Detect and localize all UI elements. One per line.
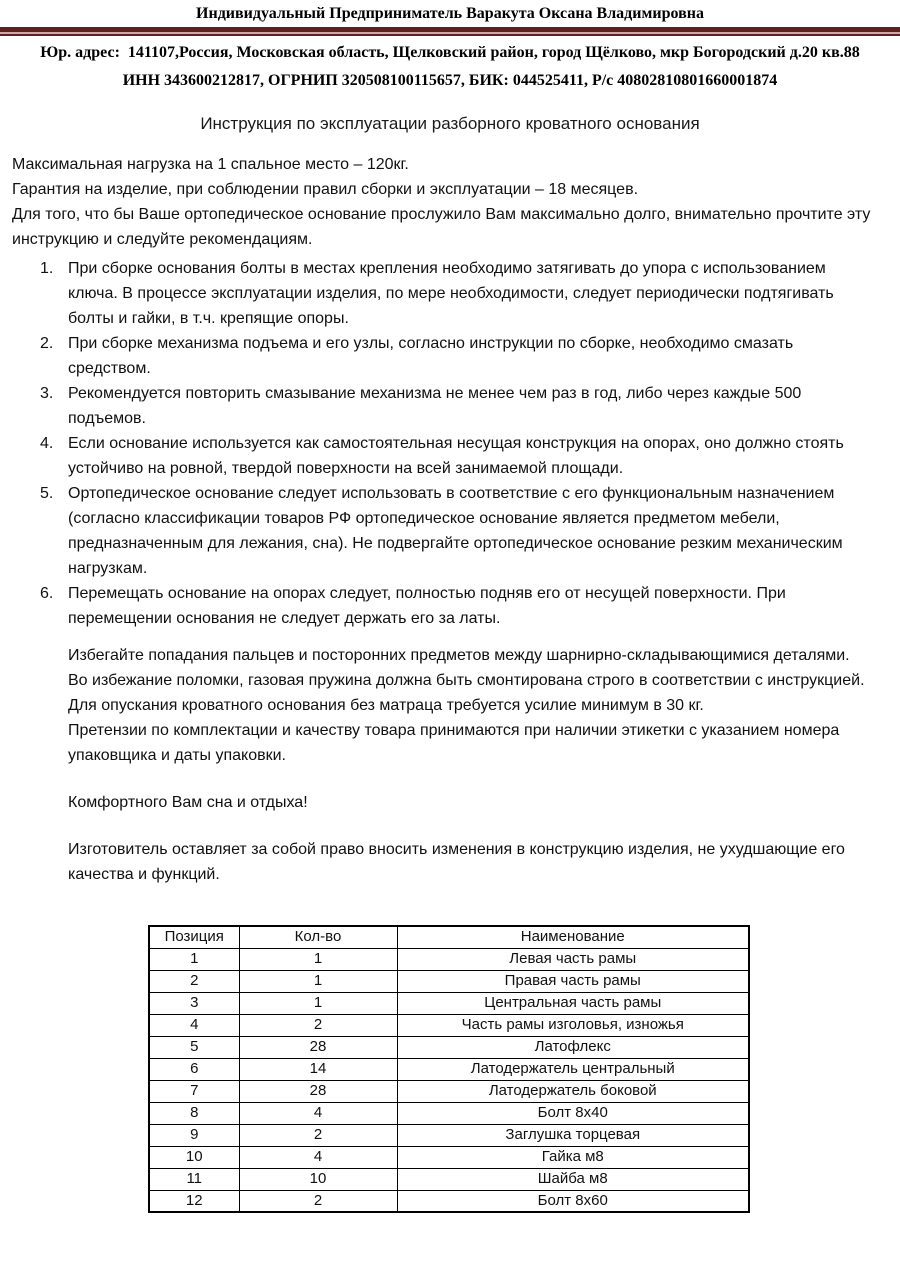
table-cell: 8 bbox=[149, 1102, 239, 1124]
table-cell: 4 bbox=[239, 1146, 397, 1168]
manufacturer-disclaimer: Изготовитель оставляет за собой право вносить изменения в конструкцию изделия, не ухудшающие его качества и функций. bbox=[68, 841, 845, 883]
intro-paragraph: Для того, что бы Ваше ортопедическое основание прослужило Вам максимально долго, внимательно прочтите эту инструкцию и следуйте рекомендациям. bbox=[12, 206, 871, 248]
table-cell: 4 bbox=[239, 1102, 397, 1124]
intro-block bbox=[12, 152, 880, 252]
table-cell: Левая часть рамы bbox=[397, 948, 749, 970]
letterhead bbox=[0, 0, 900, 91]
header-separator bbox=[0, 27, 900, 36]
intro-paragraph: Гарантия на изделие, при соблюдении правил сборки и эксплуатации – 18 месяцев. bbox=[12, 181, 639, 198]
rule-item: Если основание используется как самостоятельная несущая конструкция на опорах, оно должно стоять устойчиво на ровной, твердой поверхности на всей занимаемой площади. bbox=[68, 435, 844, 477]
note-paragraph: Для опускания кроватного основания без матраца требуется усилие минимум в 30 кг. bbox=[68, 697, 704, 714]
registration-details: ИНН 343600212817, ОГРНИП 320508100115657, БИК: 044525411, Р/с 40802810801660001874 bbox=[122, 72, 778, 89]
table-cell: 5 bbox=[149, 1036, 239, 1058]
table-cell: 2 bbox=[239, 1124, 397, 1146]
table-cell: 11 bbox=[149, 1168, 239, 1190]
table-cell: 6 bbox=[149, 1058, 239, 1080]
table-cell: Латодержатель центральный bbox=[397, 1058, 749, 1080]
rule-item: Перемещать основание на опорах следует, полностью подняв его от несущей поверхности. При перемещении основания не следует держать его за латы. bbox=[68, 585, 786, 627]
table-row bbox=[149, 1124, 749, 1146]
table-cell: 14 bbox=[239, 1058, 397, 1080]
column-header-name: Наименование bbox=[397, 926, 749, 948]
table-cell: Латодержатель боковой bbox=[397, 1080, 749, 1102]
table-cell: Заглушка торцевая bbox=[397, 1124, 749, 1146]
table-cell: Болт 8х40 bbox=[397, 1102, 749, 1124]
table-row bbox=[149, 1014, 749, 1036]
table-cell: Гайка м8 bbox=[397, 1146, 749, 1168]
table-cell: 1 bbox=[149, 948, 239, 970]
note-paragraph: Претензии по комплектации и качеству товара принимаются при наличии этикетки с указанием номера упаковщика и даты упаковки. bbox=[68, 722, 840, 764]
table-row bbox=[149, 1036, 749, 1058]
rule-item: При сборке механизма подъема и его узлы, согласно инструкции по сборке, необходимо смазать средством. bbox=[68, 335, 794, 377]
table-row bbox=[149, 992, 749, 1014]
table-cell: 10 bbox=[239, 1168, 397, 1190]
parts-table bbox=[148, 925, 750, 1213]
table-cell: 9 bbox=[149, 1124, 239, 1146]
table-row bbox=[149, 1190, 749, 1212]
table-row bbox=[149, 970, 749, 992]
table-cell: Правая часть рамы bbox=[397, 970, 749, 992]
rule-item: При сборке основания болты в местах крепления необходимо затягивать до упора с использованием ключа. В процессе эксплуатации изделия, по мере необходимости, следует периодически подтягивать болты и гайки, в т.ч. крепящие опоры. bbox=[68, 260, 834, 327]
table-cell: Центральная часть рамы bbox=[397, 992, 749, 1014]
table-cell: 1 bbox=[239, 948, 397, 970]
parts-table-body bbox=[149, 948, 749, 1212]
column-header-quantity: Кол-во bbox=[239, 926, 397, 948]
parts-table-head bbox=[149, 926, 749, 948]
table-cell: 28 bbox=[239, 1036, 397, 1058]
note-paragraph: Избегайте попадания пальцев и посторонних предметов между шарнирно-складывающимися деталями. Во избежание поломки, газовая пружина должна быть смонтирована строго в соответствии с инструкцией. bbox=[68, 647, 865, 689]
table-header-row bbox=[149, 926, 749, 948]
table-cell: Шайба м8 bbox=[397, 1168, 749, 1190]
table-cell: 10 bbox=[149, 1146, 239, 1168]
rules-list bbox=[68, 256, 868, 631]
table-cell: 2 bbox=[149, 970, 239, 992]
intro-paragraph: Максимальная нагрузка на 1 спальное место – 120кг. bbox=[12, 156, 409, 173]
table-row bbox=[149, 948, 749, 970]
table-cell: 28 bbox=[239, 1080, 397, 1102]
notes-block bbox=[68, 643, 868, 768]
table-row bbox=[149, 1080, 749, 1102]
table-cell: Латофлекс bbox=[397, 1036, 749, 1058]
table-cell: 2 bbox=[239, 1014, 397, 1036]
table-cell: Часть рамы изголовья, изножья bbox=[397, 1014, 749, 1036]
rule-item: Рекомендуется повторить смазывание механизма не менее чем раз в год, либо через каждые 500 подъемов. bbox=[68, 385, 802, 427]
table-row bbox=[149, 1168, 749, 1190]
table-row bbox=[149, 1102, 749, 1124]
table-cell: 1 bbox=[239, 970, 397, 992]
closing-wish: Комфортного Вам сна и отдыха! bbox=[68, 794, 308, 811]
table-row bbox=[149, 1058, 749, 1080]
table-cell: 1 bbox=[239, 992, 397, 1014]
table-cell: Болт 8х60 bbox=[397, 1190, 749, 1212]
table-cell: 2 bbox=[239, 1190, 397, 1212]
legal-address: Юр. адрес: 141107,Россия, Московская область, Щелковский район, город Щёлково, мкр Богородский д.20 кв.88 bbox=[40, 44, 860, 61]
company-name: Индивидуальный Предприниматель Варакута Оксана Владимировна bbox=[196, 5, 704, 22]
table-row bbox=[149, 1146, 749, 1168]
table-cell: 4 bbox=[149, 1014, 239, 1036]
column-header-position: Позиция bbox=[149, 926, 239, 948]
table-cell: 12 bbox=[149, 1190, 239, 1212]
table-cell: 7 bbox=[149, 1080, 239, 1102]
page-title: Инструкция по эксплуатации разборного кроватного основания bbox=[200, 114, 700, 133]
table-cell: 3 bbox=[149, 992, 239, 1014]
rule-item: Ортопедическое основание следует использовать в соответствие с его функциональным назначением (согласно классификации товаров РФ ортопедическое основание является предметом мебели, предназначенным для лежания, сна). Не подвергайте ортопедическое основание резким механическим нагрузкам. bbox=[68, 485, 843, 577]
